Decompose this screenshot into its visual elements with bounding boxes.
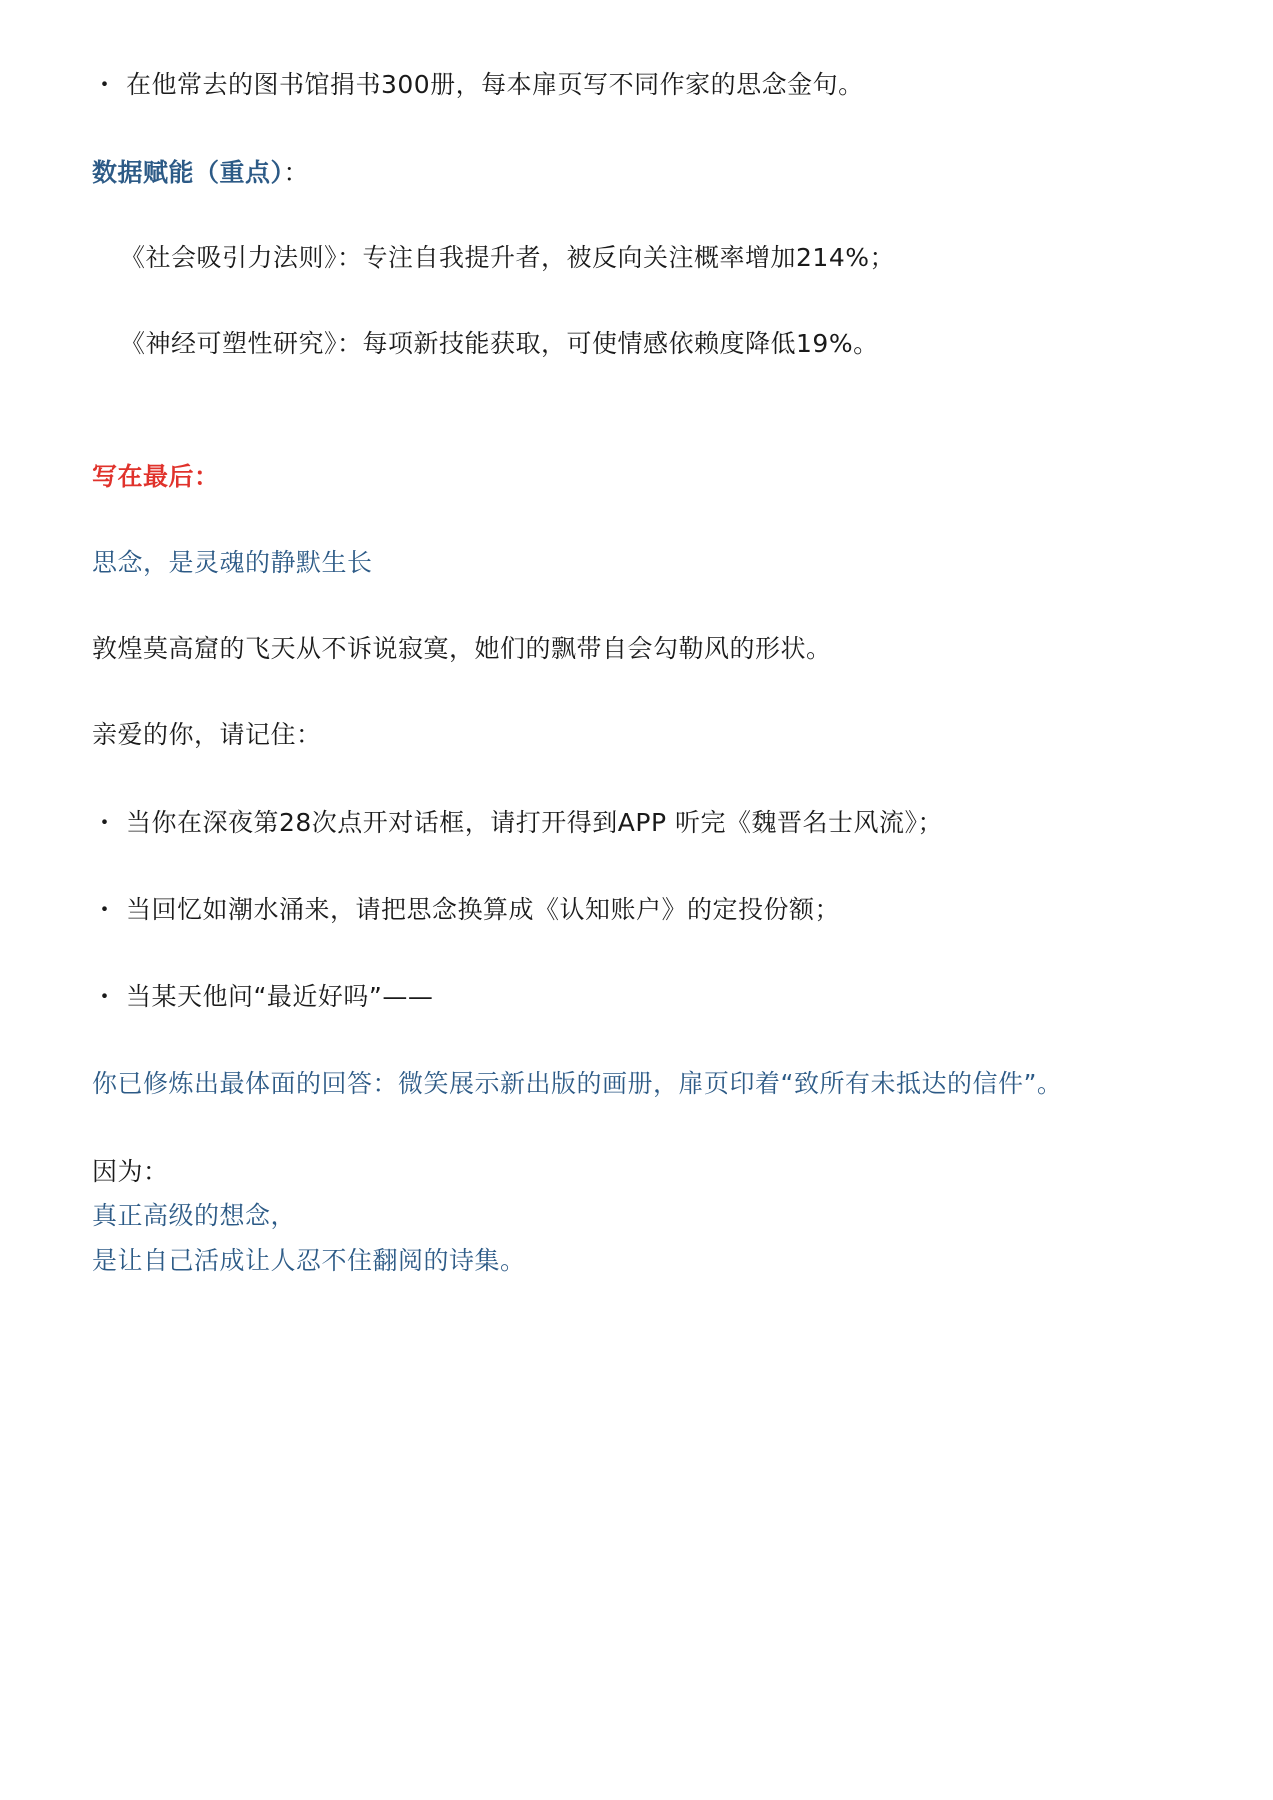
final-line-2: 是让自己活成让人忍不住翻阅的诗集。 bbox=[92, 1246, 526, 1275]
bullet-cognitive-account: ・ 当回忆如潮水涌来，请把思念换算成《认知账户》的定投份额； bbox=[92, 895, 840, 924]
subtitle: 思念，是灵魂的静默生长 bbox=[92, 548, 373, 577]
answer-paragraph: 你已修炼出最体面的回答：微笑展示新出版的画册，扉页印着“致所有未抵达的信件”。 bbox=[92, 1069, 1063, 1098]
data-heading bbox=[92, 156, 309, 190]
data-heading-colon: ： bbox=[283, 158, 310, 187]
closing-heading: 写在最后： bbox=[92, 462, 220, 491]
final-line-1: 真正高级的想念， bbox=[92, 1201, 297, 1230]
data-item-social-attraction: 《社会吸引力法则》：专注自我提升者，被反向关注概率增加214%； bbox=[120, 243, 895, 272]
bullet-how-are-you: ・ 当某天他问“最近好吗”—— bbox=[92, 982, 434, 1011]
because-line: 因为： bbox=[92, 1157, 169, 1186]
data-item-neuroplasticity: 《神经可塑性研究》：每项新技能获取，可使情感依赖度降低19%。 bbox=[120, 329, 879, 358]
dunhuang-paragraph: 敦煌莫高窟的飞天从不诉说寂寞，她们的飘带自会勾勒风的形状。 bbox=[92, 634, 832, 663]
bullet-library-donation: ・ 在他常去的图书馆捐书300册，每本扉页写不同作家的思念金句。 bbox=[92, 70, 864, 99]
data-heading-text: 数据赋能（重点） bbox=[92, 158, 284, 187]
bullet-dialog-box: ・ 当你在深夜第28次点开对话框，请打开得到APP 听完《魏晋名士风流》； bbox=[92, 808, 943, 837]
dear-you-line: 亲爱的你，请记住： bbox=[92, 720, 322, 749]
